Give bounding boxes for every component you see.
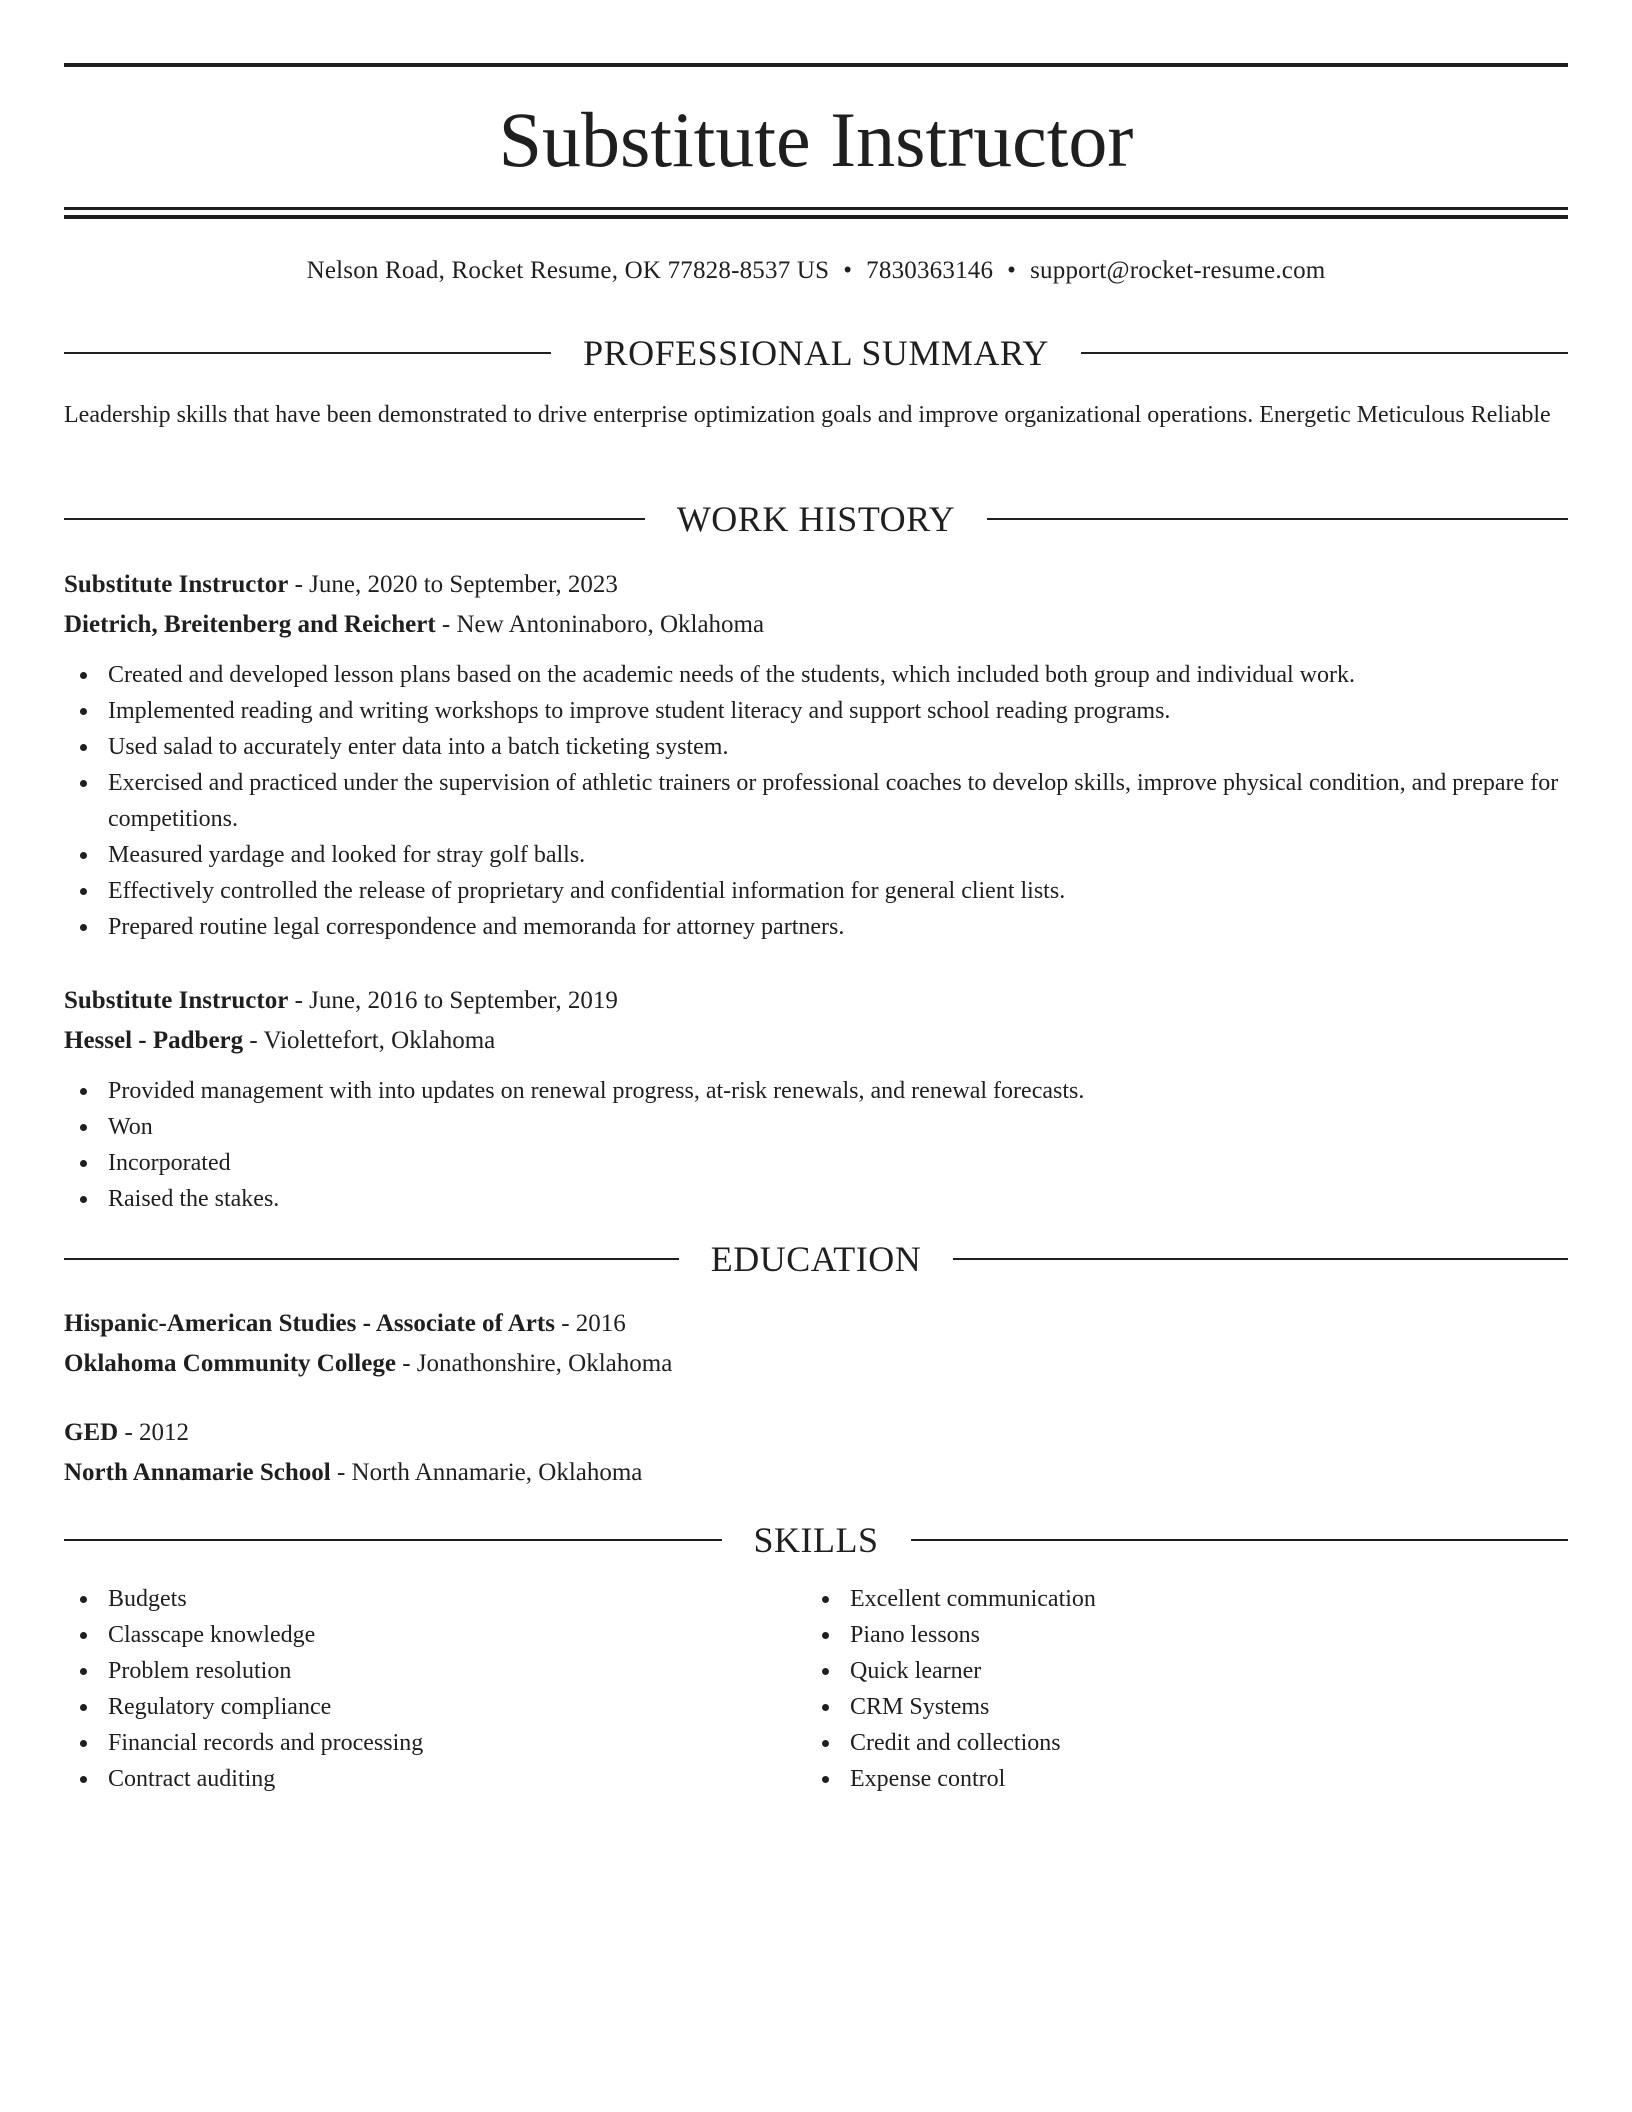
skill-item: Credit and collections [806, 1725, 1548, 1761]
section-title: PROFESSIONAL SUMMARY [583, 333, 1049, 373]
education-entry [64, 1304, 1568, 1384]
school-location: - Jonathonshire, Oklahoma [395, 1350, 673, 1377]
skill-item: Piano lessons [806, 1617, 1548, 1653]
heading-rule [64, 1539, 722, 1541]
degree-name: GED [64, 1419, 119, 1446]
skill-item: CRM Systems [806, 1689, 1548, 1725]
list-item: Implemented reading and writing workshops to improve student literacy and support school reading programs. [64, 693, 1568, 729]
job-title: Substitute Instructor [64, 987, 289, 1014]
skills-list-right [806, 1581, 1548, 1797]
job-bullets [64, 1073, 1568, 1217]
list-item: Raised the stakes. [64, 1181, 1568, 1217]
contact-address: Nelson Road, Rocket Resume, OK 77828-8537 US [306, 257, 830, 284]
heading-rule [953, 1258, 1568, 1260]
skill-item: Excellent communication [806, 1581, 1548, 1617]
section-heading-education [64, 1239, 1568, 1279]
job-employer: Dietrich, Breitenberg and Reichert [64, 611, 436, 638]
contact-phone: 7830363146 [866, 257, 994, 284]
degree-name: Hispanic-American Studies - Associate of Arts [64, 1310, 555, 1337]
list-item: Prepared routine legal correspondence and memoranda for attorney partners. [64, 909, 1568, 945]
job-entry [64, 565, 1568, 945]
school-line [64, 1453, 1568, 1493]
heading-rule [987, 518, 1568, 520]
heading-rule [64, 518, 645, 520]
school-name: North Annamarie School [64, 1459, 331, 1486]
list-item: Won [64, 1109, 1568, 1145]
skills-list-left [64, 1581, 806, 1797]
list-item: Provided management with into updates on renewal progress, at-risk renewals, and renewal forecasts. [64, 1073, 1568, 1109]
section-title: SKILLS [753, 1520, 879, 1560]
skill-item: Budgets [64, 1581, 806, 1617]
list-item: Exercised and practiced under the supervision of athletic trainers or professional coaches to develop skills, improve physical condition, and prepare for competitions. [64, 765, 1568, 837]
degree-year: - 2016 [554, 1310, 626, 1337]
job-bullets [64, 657, 1568, 945]
heading-rule [64, 1258, 679, 1260]
section-title: EDUCATION [710, 1239, 922, 1279]
skill-item: Expense control [806, 1761, 1548, 1797]
degree-year: - 2012 [118, 1419, 190, 1446]
header-top-rule [64, 63, 1568, 67]
section-heading-skills [64, 1520, 1568, 1560]
heading-rule [911, 1539, 1569, 1541]
section-title: WORK HISTORY [676, 499, 956, 539]
section-heading-summary [64, 333, 1568, 373]
list-item: Effectively controlled the release of proprietary and confidential information for general client lists. [64, 873, 1568, 909]
summary-text: Leadership skills that have been demonstrated to drive enterprise optimization goals and improve organizational operations. Energetic Meticulous Reliable [64, 402, 1551, 428]
job-location: - New Antoninaboro, Oklahoma [435, 611, 765, 638]
contact-separator: • [1007, 257, 1017, 284]
job-employer-line [64, 1021, 1568, 1061]
skill-item: Contract auditing [64, 1761, 806, 1797]
contact-line [64, 254, 1568, 288]
job-dates: - June, 2016 to September, 2019 [288, 987, 618, 1014]
job-dates: - June, 2020 to September, 2023 [288, 571, 618, 598]
job-title: Substitute Instructor [64, 571, 289, 598]
list-item: Created and developed lesson plans based on the academic needs of the students, which included both group and individual work. [64, 657, 1568, 693]
resume-title: Substitute Instructor [498, 96, 1134, 183]
degree-line [64, 1304, 1568, 1344]
job-title-line [64, 565, 1568, 605]
education-entry [64, 1413, 1568, 1493]
job-title-line [64, 981, 1568, 1021]
job-location: - Violettefort, Oklahoma [243, 1027, 496, 1054]
list-item: Incorporated [64, 1145, 1568, 1181]
school-line [64, 1344, 1568, 1384]
job-entry [64, 981, 1568, 1217]
job-employer-line [64, 605, 1568, 645]
heading-rule [1081, 352, 1568, 354]
heading-rule [64, 352, 551, 354]
list-item: Measured yardage and looked for stray golf balls. [64, 837, 1568, 873]
degree-line [64, 1413, 1568, 1453]
skill-item: Financial records and processing [64, 1725, 806, 1761]
job-employer: Hessel - Padberg [64, 1027, 244, 1054]
contact-email[interactable]: support@rocket-resume.com [1030, 257, 1326, 284]
skills-columns [64, 1581, 1568, 1797]
section-heading-work [64, 499, 1568, 539]
list-item: Used salad to accurately enter data into a batch ticketing system. [64, 729, 1568, 765]
school-location: - North Annamarie, Oklahoma [330, 1459, 643, 1486]
header-double-rule [64, 207, 1568, 219]
skill-item: Problem resolution [64, 1653, 806, 1689]
skill-item: Regulatory compliance [64, 1689, 806, 1725]
contact-separator: • [843, 257, 853, 284]
school-name: Oklahoma Community College [64, 1350, 396, 1377]
skill-item: Quick learner [806, 1653, 1548, 1689]
skill-item: Classcape knowledge [64, 1617, 806, 1653]
